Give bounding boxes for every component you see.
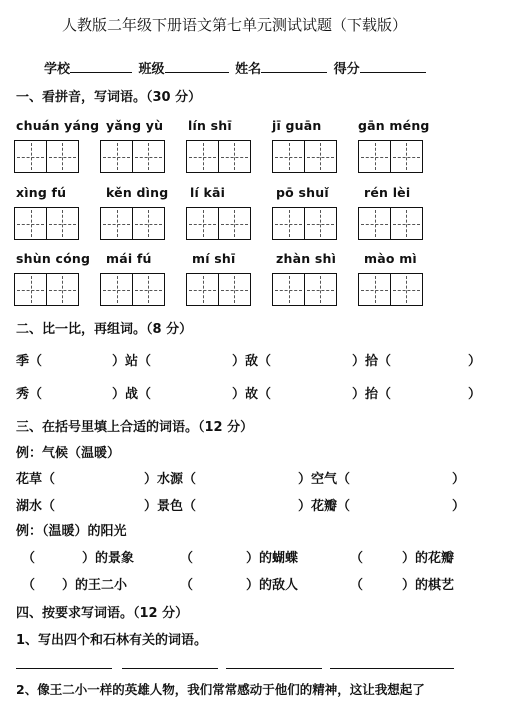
pinyin-label: lí kāi [190, 185, 226, 200]
section2-heading: 二、比一比，再组词。（8 分） [16, 322, 193, 337]
compare-item[interactable]: 秀（ [16, 387, 43, 402]
fill-row-3 [16, 547, 516, 565]
fill-item: ）的敌人 [246, 578, 299, 593]
score-blank[interactable] [360, 60, 426, 73]
fill-item: ）的蝴蝶 [246, 551, 299, 566]
section1-heading: 一、看拼音，写词语。（30 分） [16, 90, 202, 105]
writing-grid[interactable] [100, 273, 163, 306]
pinyin-label: pō shuǐ [276, 185, 329, 200]
writing-grid[interactable] [14, 273, 77, 306]
example-2: 例：（温暖）的阳光 [16, 524, 127, 539]
section4-heading: 四、按要求写词语。（12 分） [16, 606, 189, 621]
school-label: 学校 [44, 62, 71, 77]
fill-item[interactable]: （ [22, 551, 36, 566]
compare-item[interactable]: ）故（ [232, 387, 272, 402]
fill-item: ）的棋艺 [402, 578, 455, 593]
fill-item: ）的花瓣 [402, 551, 455, 566]
fill-item[interactable]: （ [180, 578, 194, 593]
pinyin-label: mào mì [364, 251, 417, 266]
fill-item[interactable]: 湖水（ [16, 499, 56, 514]
answer-line[interactable] [122, 668, 218, 669]
writing-grid[interactable] [272, 207, 335, 240]
pinyin-label: xìng fú [16, 185, 67, 200]
fill-row-2 [16, 495, 516, 513]
class-label: 班级 [138, 62, 165, 77]
page-title: 人教版二年级下册语文第七单元测试试题（下载版） [62, 16, 408, 34]
fill-item[interactable]: （ [350, 578, 364, 593]
answer-line[interactable] [226, 668, 322, 669]
pinyin-label: chuán yáng [16, 118, 100, 133]
pinyin-label: kěn dìng [106, 185, 169, 200]
fill-item: ）的王二小 [62, 578, 128, 593]
question-1: 1、写出四个和石林有关的词语。 [16, 633, 208, 648]
fill-item[interactable]: （ [350, 551, 364, 566]
answer-line[interactable] [16, 668, 112, 669]
writing-grid[interactable] [358, 273, 421, 306]
pinyin-label: gān méng [358, 118, 430, 133]
writing-grid[interactable] [14, 140, 77, 173]
fill-item: ）的景象 [82, 551, 135, 566]
fill-item[interactable]: ）水源（ [144, 472, 197, 487]
fill-item[interactable]: （ [22, 578, 36, 593]
compare-row-2 [16, 383, 516, 401]
pinyin-label: mái fú [106, 251, 152, 266]
fill-item: ） [452, 499, 466, 514]
fill-item[interactable]: 花草（ [16, 472, 56, 487]
pinyin-label: lín shī [188, 118, 232, 133]
class-blank[interactable] [165, 60, 229, 73]
pinyin-label: zhàn shì [276, 251, 337, 266]
compare-item[interactable]: ）抬（ [352, 387, 392, 402]
fill-item: ） [452, 472, 466, 487]
compare-item[interactable]: ）站（ [112, 354, 152, 369]
compare-item[interactable]: ）敌（ [232, 354, 272, 369]
example-1: 例：气候（温暖） [16, 446, 121, 461]
writing-grid[interactable] [272, 140, 335, 173]
fill-row-1 [16, 468, 516, 486]
compare-item[interactable]: ）战（ [112, 387, 152, 402]
name-label: 姓名 [235, 62, 262, 77]
answer-line[interactable] [330, 668, 454, 669]
writing-grid[interactable] [186, 273, 249, 306]
compare-item: ） [468, 387, 482, 402]
student-info-line [44, 58, 426, 77]
compare-item[interactable]: 季（ [16, 354, 43, 369]
pinyin-label: yǎng yù [106, 118, 164, 133]
pinyin-label: mí shī [192, 251, 236, 266]
writing-grid[interactable] [358, 207, 421, 240]
compare-item: ） [468, 354, 482, 369]
question-2: 2、像王二小一样的英雄人物，我们常常感动于他们的精神，这让我想起了 [16, 682, 425, 697]
section3-heading: 三、在括号里填上合适的词语。（12 分） [16, 420, 254, 435]
fill-item[interactable]: ）花瓣（ [298, 499, 351, 514]
compare-row-1 [16, 350, 516, 368]
writing-grid[interactable] [186, 207, 249, 240]
fill-item[interactable]: （ [180, 551, 194, 566]
writing-grid[interactable] [100, 140, 163, 173]
writing-grid[interactable] [186, 140, 249, 173]
pinyin-label: jī guān [272, 118, 322, 133]
score-label: 得分 [333, 62, 360, 77]
fill-item[interactable]: ）空气（ [298, 472, 351, 487]
writing-grid[interactable] [14, 207, 77, 240]
pinyin-label: shùn cóng [16, 251, 91, 266]
pinyin-label: rén lèi [364, 185, 411, 200]
name-blank[interactable] [261, 60, 327, 73]
fill-item[interactable]: ）景色（ [144, 499, 197, 514]
fill-row-4 [16, 574, 516, 592]
writing-grid[interactable] [100, 207, 163, 240]
writing-grid[interactable] [272, 273, 335, 306]
compare-item[interactable]: ）拾（ [352, 354, 392, 369]
school-blank[interactable] [70, 60, 132, 73]
writing-grid[interactable] [358, 140, 421, 173]
